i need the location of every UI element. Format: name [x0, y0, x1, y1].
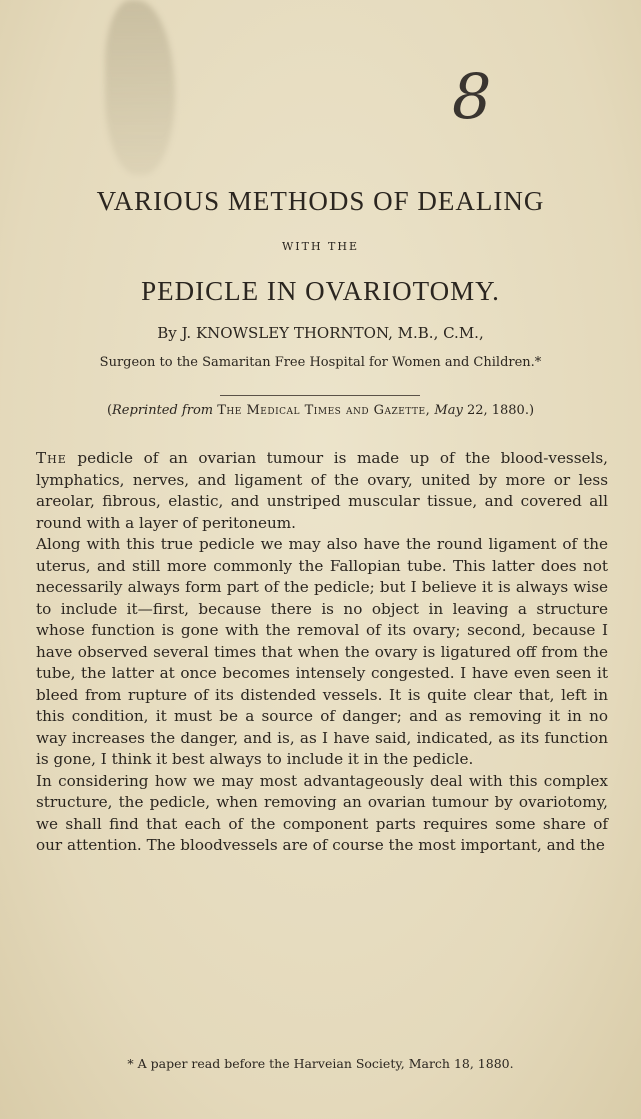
reprint-date: 22, 1880.)	[466, 403, 535, 418]
paragraph-1	[36, 448, 608, 534]
title-line-2: PEDICLE IN OVARIOTOMY.	[141, 276, 500, 306]
footnote: * A paper read before the Harveian Society, March 18, 1880.	[127, 1056, 514, 1071]
paragraph-1-text: pedicle of an ovarian tumour is made up of the blood-vessels, lymphatics, nerves, and ligament of the ovary, united by more or less areolar, fibrous, elastic, and unstriped muscular tissue, and covered all round with a layer of peritoneum.	[36, 449, 608, 532]
reprint-label: Reprinted from	[112, 403, 214, 418]
author-affiliation: Surgeon to the Samaritan Free Hospital for Women and Children.*	[99, 355, 542, 370]
shelfmark-number: 8	[452, 60, 492, 133]
reprint-open: (	[106, 403, 113, 418]
paragraph-1-lead: The	[36, 449, 67, 467]
author-line	[0, 324, 641, 342]
paper-stain	[105, 0, 175, 175]
reprint-journal: The Medical Times and Gazette,	[217, 403, 431, 418]
reprint-note	[0, 403, 641, 418]
title-line-1: VARIOUS METHODS OF DEALING	[96, 186, 545, 216]
author-by: By	[157, 324, 177, 342]
paragraph-3: In considering how we may most advantageously deal with this complex structure, the pedicle, when removing an ovarian tumour by ovariotomy, we shall find that each of the component parts requires some share of our attention. The bloodvessels are of course the most important, and the	[36, 771, 608, 854]
paragraph-2: Along with this true pedicle we may also have the round ligament of the uterus, and still more commonly the Fallopian tube. This latter does not necessarily always form part of the pedicle; but I believe it is always wise to include it—first, because there is no object in leaving a structure whose function is gone with the removal of its ovary; second, because I have observed several times that when the ovary is ligatured off from the tube, the latter at once becomes intensely congested. I have even seen it bleed from rupture of its distended vessels. It is quite clear that, left in this condition, it must be a source of danger; and as removing it in no way increases the danger, and is, as I have said, indicated, as its function is gone, I think it best always to include it in the pedicle.	[36, 535, 608, 768]
body-text	[36, 448, 608, 857]
reprint-month: May	[434, 403, 463, 418]
title-connector: WITH THE	[281, 240, 360, 253]
divider-rule	[220, 395, 420, 396]
author-name: J. KNOWSLEY THORNTON, M.B., C.M.,	[181, 324, 484, 342]
